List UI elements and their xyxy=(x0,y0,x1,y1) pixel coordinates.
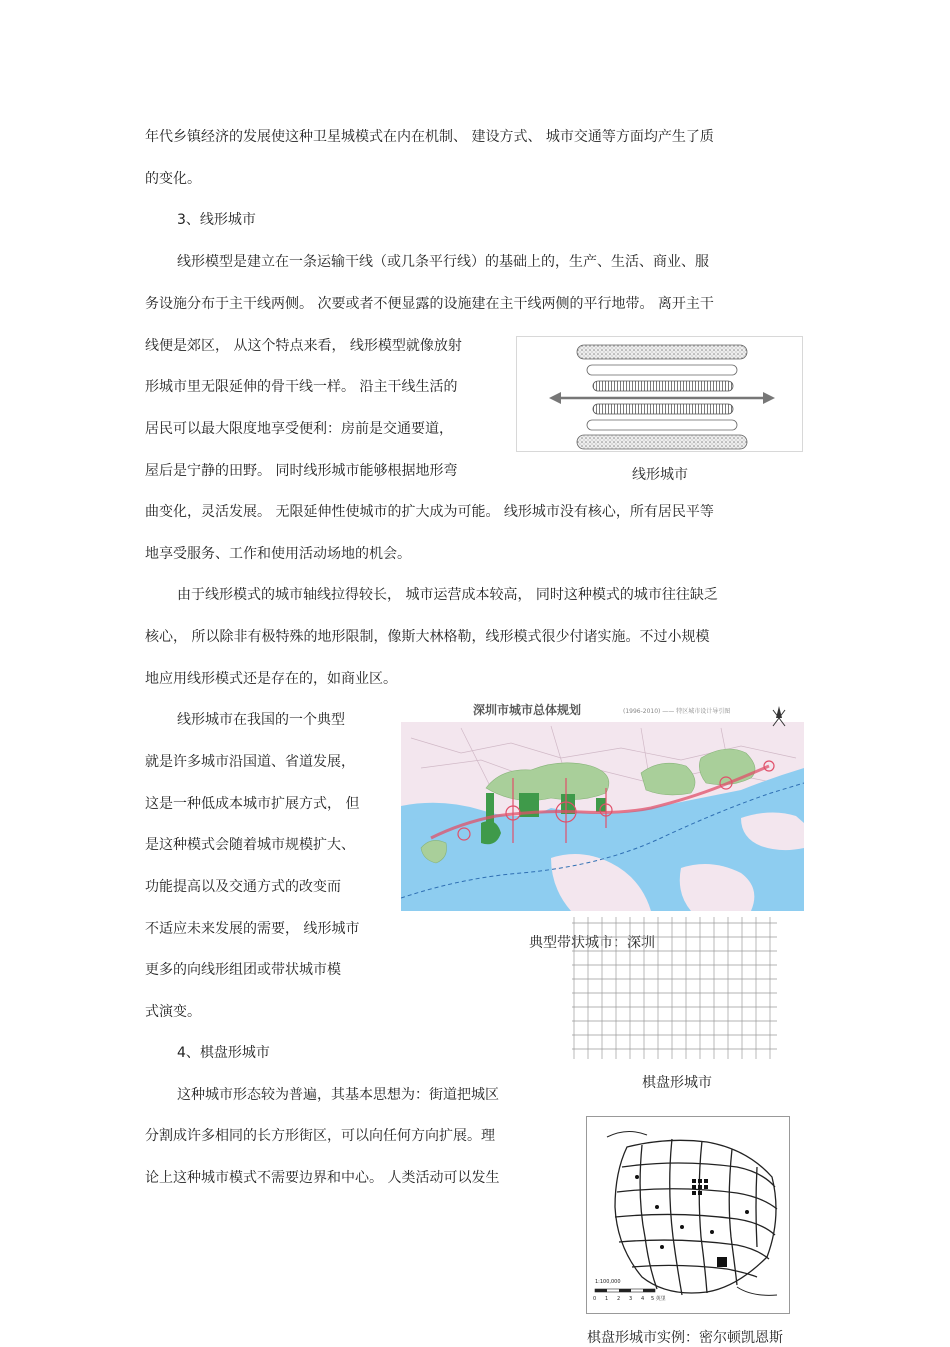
grid-city-caption: 棋盘形城市 xyxy=(642,1075,712,1091)
para4-line6: 不适应未来发展的需要， 线形城市 xyxy=(145,921,360,937)
linear-city-figure xyxy=(516,336,803,452)
para5-line1: 这种城市形态较为普遍，其基本思想为：街道把城区 xyxy=(177,1087,499,1103)
shenzhen-map xyxy=(401,698,804,911)
map-scale-bar xyxy=(595,1289,655,1292)
scale-tick-3: 3 xyxy=(629,1296,633,1302)
para4-line5: 功能提高以及交通方式的改变而 xyxy=(145,879,341,895)
para5-line3: 论上这种城市模式不需要边界和中心。 人类活动可以发生 xyxy=(145,1170,500,1186)
milton-keynes-caption: 棋盘形城市实例：密尔顿凯恩斯 xyxy=(587,1330,783,1346)
para4-line7: 更多的向线形组团或带状城市模 xyxy=(145,962,341,978)
map-title: 深圳市城市总体规划 xyxy=(473,703,582,717)
para3-line1: 由于线形模式的城市轴线拉得较长， 城市运营成本较高， 同时这种模式的城市往往缺乏 xyxy=(177,587,718,603)
scale-tick-4: 4 xyxy=(641,1296,645,1302)
linear-city-diagram xyxy=(517,337,804,453)
map-scale-label: 1:100,000 xyxy=(595,1279,621,1285)
para5-line2: 分割成许多相同的长方形街区，可以向任何方向扩展。理 xyxy=(145,1128,495,1144)
para2-line1: 线形模型是建立在一条运输干线（或几条平行线）的基础上的，生产、生活、商业、服 xyxy=(177,254,709,270)
para2-line3: 线便是郊区， 从这个特点来看， 线形模型就像放射 xyxy=(145,338,462,354)
scale-tick-5: 5 英里 xyxy=(651,1296,666,1302)
grid-city-diagram xyxy=(572,917,777,1059)
scale-tick-0: 0 xyxy=(593,1296,597,1302)
para2-line2: 务设施分布于主干线两侧。 次要或者不便显露的设施建在主干线两侧的平行地带。 离开主干 xyxy=(145,296,714,312)
para1-line1: 年代乡镇经济的发展使这种卫星城模式在内在机制、 建设方式、 城市交通等方面均产生了质 xyxy=(145,129,714,145)
shenzhen-caption: 典型带状城市：深圳 xyxy=(529,935,655,951)
para3-line2: 核心， 所以除非有极特殊的地形限制，像斯大林格勒，线形模式很少付诸实施。不过小规模 xyxy=(145,629,710,645)
para4-line3: 这是一种低成本城市扩展方式， 但 xyxy=(145,796,360,812)
milton-keynes-map-figure xyxy=(586,1116,790,1314)
section3-heading: 3、线形城市 xyxy=(177,212,256,228)
para2-line6: 屋后是宁静的田野。 同时线形城市能够根据地形弯 xyxy=(145,463,458,479)
para2-line5: 居民可以最大限度地享受便利：房前是交通要道， xyxy=(145,421,453,437)
para1-line2: 的变化。 xyxy=(145,171,201,187)
milton-keynes-map xyxy=(587,1117,789,1313)
para2-line8: 地享受服务、工作和使用活动场地的机会。 xyxy=(145,546,411,562)
para4-line2: 就是许多城市沿国道、省道发展， xyxy=(145,754,355,770)
para2-line7: 曲变化，灵活发展。 无限延伸性使城市的扩大成为可能。 线形城市没有核心，所有居民平等 xyxy=(145,504,714,520)
para4-line4: 是这种模式会随着城市规模扩大、 xyxy=(145,837,355,853)
map-subtitle: (1996-2010) —— 特区城市设计导引图 xyxy=(623,708,731,715)
map-scale-ticks xyxy=(593,1295,666,1302)
para3-line3: 地应用线形模式还是存在的，如商业区。 xyxy=(145,671,397,687)
shenzhen-map-figure xyxy=(401,698,804,911)
scale-tick-2: 2 xyxy=(617,1296,621,1302)
para2-line4: 形城市里无限延伸的骨干线一样。 沿主干线生活的 xyxy=(145,379,458,395)
para4-line8: 式演变。 xyxy=(145,1004,201,1020)
grid-city-figure xyxy=(572,917,777,1059)
linear-city-caption: 线形城市 xyxy=(632,467,688,483)
para4-line1: 线形城市在我国的一个典型 xyxy=(177,712,345,728)
section4-heading: 4、棋盘形城市 xyxy=(177,1045,270,1061)
scale-tick-1: 1 xyxy=(605,1296,609,1302)
